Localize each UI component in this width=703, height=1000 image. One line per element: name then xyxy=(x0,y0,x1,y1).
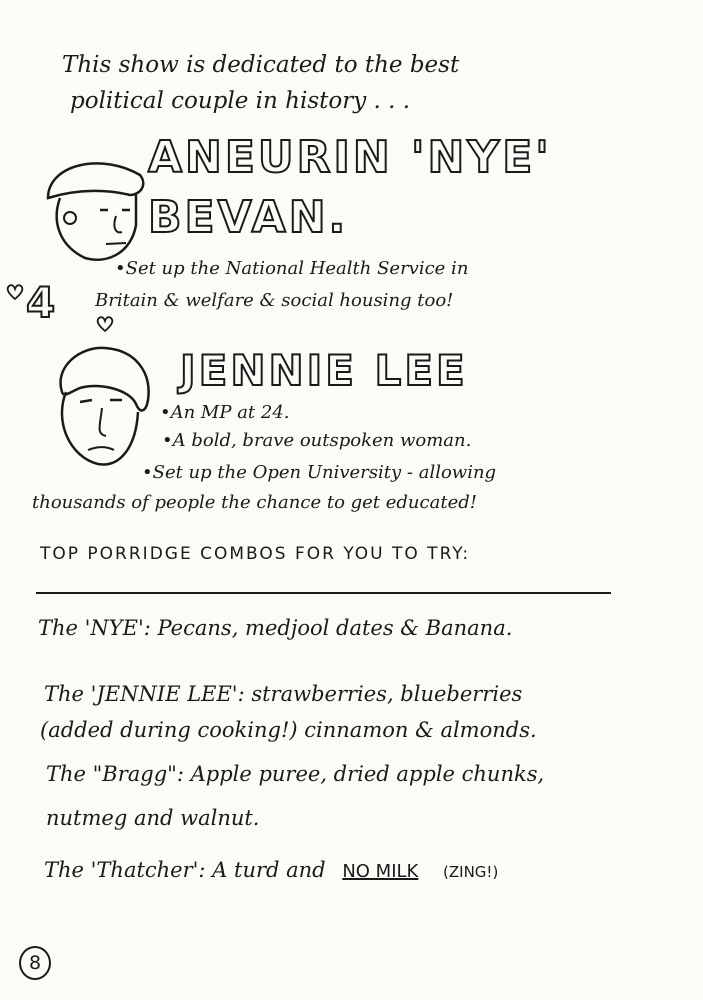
jennie-lee-portrait-sketch xyxy=(40,342,160,472)
jennie-lee-fact-1: •An MP at 24. xyxy=(160,402,290,423)
zing-aside: (ZING!) xyxy=(443,863,499,881)
jennie-lee-fact-3-line-2: thousands of people the chance to get educated! xyxy=(32,492,477,513)
jennie-lee-fact-2: •A bold, brave outspoken woman. xyxy=(162,430,472,451)
jennie-lee-name: JENNIE LEE xyxy=(180,346,468,395)
combo-nye: The 'NYE': Pecans, medjool dates & Banana. xyxy=(38,616,513,640)
combos-heading: TOP PORRIDGE COMBOS FOR YOU TO TRY: xyxy=(40,544,471,564)
heart-icon xyxy=(6,284,24,300)
four-connector: 4 xyxy=(26,278,56,327)
combo-jennie-lee-line-1: The 'JENNIE LEE': strawberries, blueberries xyxy=(44,682,523,706)
jennie-lee-fact-3-line-1: •Set up the Open University - allowing xyxy=(142,462,497,483)
bevan-name-line-1: ANEURIN 'NYE' xyxy=(148,132,552,183)
bevan-fact-line-2: Britain & welfare & social housing too! xyxy=(95,290,454,311)
combo-thatcher-text: The 'Thatcher': A turd and xyxy=(44,858,326,882)
dedication-line-1: This show is dedicated to the best xyxy=(62,52,460,78)
combo-thatcher xyxy=(44,858,498,882)
bevan-portrait-sketch xyxy=(40,150,150,265)
combo-bragg-line-2: nutmeg and walnut. xyxy=(46,806,260,830)
no-milk-emphasis: NO MILK xyxy=(342,861,419,882)
combo-jennie-lee-line-2: (added during cooking!) cinnamon & almonds. xyxy=(40,718,537,742)
page-number: 8 xyxy=(19,946,51,980)
bevan-fact-line-1: •Set up the National Health Service in xyxy=(115,258,469,279)
dedication-line-2: political couple in history . . . xyxy=(70,88,411,114)
heading-divider xyxy=(36,592,611,594)
heart-icon xyxy=(96,316,114,332)
bevan-name-line-2: BEVAN. xyxy=(148,192,349,243)
combo-bragg-line-1: The "Bragg": Apple puree, dried apple chunks, xyxy=(46,762,545,786)
